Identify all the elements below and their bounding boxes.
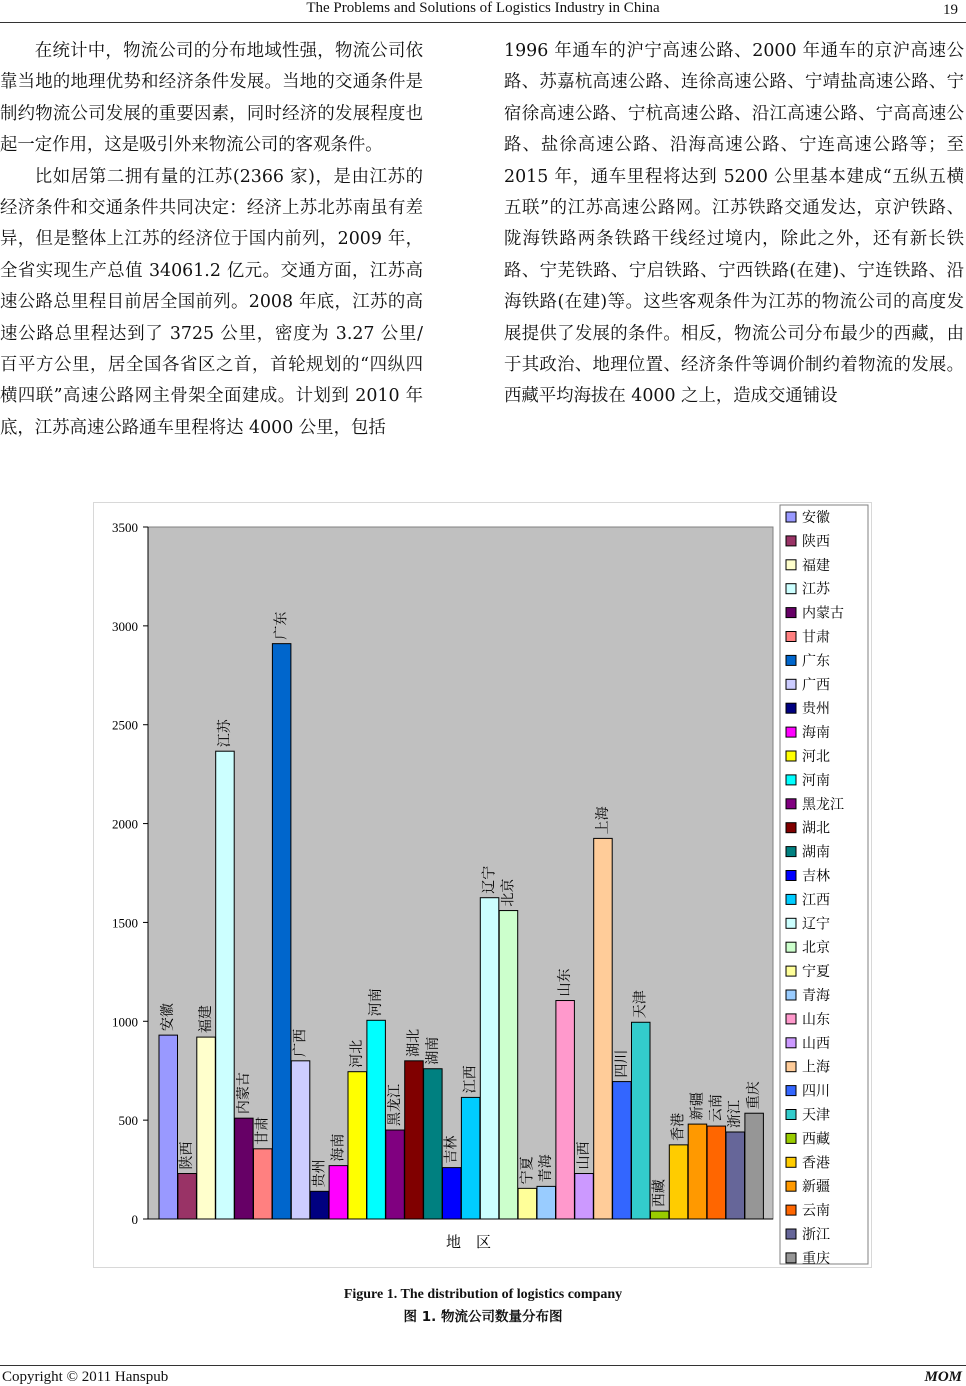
bar-18 xyxy=(480,898,499,1219)
legend-swatch xyxy=(786,1229,796,1239)
legend-swatch xyxy=(786,775,796,785)
bar-17 xyxy=(461,1097,480,1219)
legend-label: 湖北 xyxy=(802,820,830,837)
legend-swatch xyxy=(786,512,796,522)
legend-swatch xyxy=(786,655,796,665)
legend-swatch xyxy=(786,1205,796,1215)
y-tick-label: 1500 xyxy=(112,915,138,931)
bar-3 xyxy=(197,1037,216,1219)
caption-english: Figure 1. The distribution of logistics company xyxy=(343,1287,623,1302)
legend-label: 西藏 xyxy=(802,1131,830,1148)
bar-15 xyxy=(424,1069,443,1219)
bar-10 xyxy=(329,1166,348,1219)
legend-swatch xyxy=(786,1253,796,1263)
data-label: 浙江 xyxy=(727,1100,744,1129)
data-label: 湖南 xyxy=(424,1036,441,1065)
legend-swatch xyxy=(786,894,796,904)
data-label: 辽宁 xyxy=(481,865,498,894)
legend-label: 河北 xyxy=(802,749,830,765)
legend-swatch xyxy=(786,1133,796,1143)
data-label: 河南 xyxy=(368,988,385,1017)
legend-label: 辽宁 xyxy=(802,916,830,933)
legend-swatch xyxy=(786,703,796,713)
bar-30 xyxy=(707,1126,726,1219)
bar-22 xyxy=(556,1001,575,1219)
bar-7 xyxy=(272,644,291,1219)
y-tick-label: 3000 xyxy=(112,618,138,634)
bar-8 xyxy=(291,1061,310,1219)
legend-label: 北京 xyxy=(802,940,830,957)
legend-swatch xyxy=(786,751,796,761)
bar-21 xyxy=(537,1186,556,1219)
legend-label: 福建 xyxy=(802,557,830,574)
bar-14 xyxy=(405,1061,424,1219)
running-title: The Problems and Solutions of Logistics Industry in China xyxy=(306,0,660,16)
bar-11 xyxy=(348,1072,367,1219)
legend-label: 内蒙古 xyxy=(802,605,844,622)
data-label: 新疆 xyxy=(689,1092,706,1121)
bar-1 xyxy=(159,1035,178,1219)
bar-5 xyxy=(235,1118,254,1219)
bar-23 xyxy=(575,1174,594,1219)
data-label: 西藏 xyxy=(651,1179,668,1208)
legend-label: 广东 xyxy=(802,653,830,670)
running-header xyxy=(0,0,966,24)
legend-label: 宁夏 xyxy=(802,964,830,981)
legend-swatch xyxy=(786,799,796,809)
legend-swatch xyxy=(786,608,796,618)
data-label: 云南 xyxy=(708,1094,725,1123)
data-label: 北京 xyxy=(500,878,517,907)
page-number: 19 xyxy=(943,2,958,18)
data-label: 内蒙古 xyxy=(235,1072,252,1115)
legend-swatch xyxy=(786,1181,796,1191)
paragraph-2: 比如居第二拥有量的江苏(2366 家)，是由江苏的经济条件和交通条件共同决定：经济上苏北苏南虽有差异，但是整体上江苏的经济位于国内前列，2009 年，全省实现生产总值 34061.2 亿元。交通方面，江苏高速公路总里程目前居全国前列。2008 年底，江苏的高速公路总里程达到了 3725 公里，密度为 3.27 公里/百平方公里，居全国各省区之首，首轮规划的“四纵四横四联”高速公路网主骨架全面建成。计划到 2010 年底，江苏高速公路通车里程将达 4000 公里，包括 xyxy=(0,166,423,438)
legend-label: 海南 xyxy=(802,725,830,742)
paragraph-1: 在统计中，物流公司的分布地域性强，物流公司依靠当地的地理优势和经济条件发展。当地的交通条件是制约物流公司发展的重要因素，同时经济的发展程度也起一定作用，这是吸引外来物流公司的客观条件。 xyxy=(0,41,423,156)
legend-label: 香港 xyxy=(802,1155,830,1172)
legend-label: 上海 xyxy=(802,1059,830,1076)
legend-swatch xyxy=(786,942,796,952)
legend-label: 重庆 xyxy=(802,1250,830,1267)
legend-swatch xyxy=(786,1038,796,1048)
data-label: 重庆 xyxy=(746,1081,763,1110)
data-label: 江苏 xyxy=(216,719,233,748)
data-label: 上海 xyxy=(594,806,611,835)
legend-label: 云南 xyxy=(802,1203,830,1220)
legend-swatch xyxy=(786,1157,796,1167)
legend-label: 天津 xyxy=(802,1107,830,1124)
y-tick-label: 3500 xyxy=(112,520,138,535)
y-tick-label: 0 xyxy=(131,1212,138,1227)
legend-swatch xyxy=(786,1062,796,1072)
caption-chinese: 图 1. 物流公司数量分布图 xyxy=(403,1309,563,1325)
y-tick-label: 1000 xyxy=(112,1014,138,1030)
figure-chart xyxy=(93,502,872,1268)
legend-swatch xyxy=(786,847,796,857)
legend-label: 湖南 xyxy=(802,844,830,861)
bar-6 xyxy=(254,1149,273,1219)
y-tick-label: 500 xyxy=(118,1113,138,1129)
legend-swatch xyxy=(786,536,796,546)
journal-abbrev: MOM xyxy=(924,1369,962,1385)
bar-31 xyxy=(726,1132,745,1219)
bar-27 xyxy=(650,1211,669,1219)
bar-19 xyxy=(499,911,518,1219)
bar-12 xyxy=(367,1020,386,1219)
bar-2 xyxy=(178,1174,197,1219)
x-axis-title: 地 区 xyxy=(445,1233,492,1251)
legend-swatch xyxy=(786,584,796,594)
legend-swatch xyxy=(786,871,796,881)
data-label: 甘肃 xyxy=(254,1116,271,1145)
bar-25 xyxy=(613,1082,632,1219)
data-label: 贵州 xyxy=(311,1159,328,1188)
data-label: 天津 xyxy=(632,990,649,1019)
legend-label: 陕西 xyxy=(802,533,830,550)
data-label: 湖北 xyxy=(405,1028,422,1057)
legend-label: 山西 xyxy=(802,1035,830,1052)
y-tick-label: 2500 xyxy=(112,717,138,733)
bar-9 xyxy=(310,1191,329,1219)
legend-swatch xyxy=(786,1086,796,1096)
data-label: 福建 xyxy=(198,1005,215,1034)
data-label: 香港 xyxy=(670,1112,687,1141)
legend-label: 河南 xyxy=(802,772,830,789)
bar-chart xyxy=(94,503,871,1267)
bar-28 xyxy=(669,1145,688,1219)
header-rule xyxy=(0,22,966,23)
legend-label: 江西 xyxy=(802,892,830,909)
legend-swatch xyxy=(786,632,796,642)
data-label: 四川 xyxy=(613,1049,630,1078)
left-column xyxy=(0,36,423,444)
data-label: 陕西 xyxy=(179,1141,196,1170)
legend-swatch xyxy=(786,823,796,833)
data-label: 青海 xyxy=(538,1154,555,1183)
legend-swatch xyxy=(786,918,796,928)
figure-caption xyxy=(0,1287,966,1325)
bar-32 xyxy=(745,1113,764,1219)
legend-label: 安徽 xyxy=(802,510,830,526)
legend-label: 甘肃 xyxy=(802,629,830,646)
page-footer xyxy=(0,1365,966,1385)
data-label: 江西 xyxy=(462,1065,479,1094)
y-tick-label: 2000 xyxy=(112,816,138,832)
legend-swatch xyxy=(786,1014,796,1024)
legend-swatch xyxy=(786,560,796,570)
legend-label: 江苏 xyxy=(802,581,830,598)
bar-13 xyxy=(386,1130,405,1219)
legend-label: 广西 xyxy=(802,677,830,694)
footer-rule xyxy=(0,1365,966,1366)
legend-label: 贵州 xyxy=(802,701,830,718)
bar-16 xyxy=(443,1168,462,1219)
bar-29 xyxy=(688,1124,707,1219)
legend-label: 吉林 xyxy=(802,868,830,885)
bar-26 xyxy=(632,1022,651,1219)
bar-4 xyxy=(216,751,235,1219)
data-label: 山西 xyxy=(576,1141,593,1170)
data-label: 广西 xyxy=(292,1028,309,1057)
bar-20 xyxy=(518,1188,537,1219)
data-label: 山东 xyxy=(557,968,574,997)
legend-label: 黑龙江 xyxy=(802,796,844,813)
data-label: 海南 xyxy=(330,1133,347,1162)
data-label: 河北 xyxy=(349,1039,366,1068)
legend-label: 青海 xyxy=(802,988,830,1004)
paragraph-3: 1996 年通车的沪宁高速公路、2000 年通车的京沪高速公路、苏嘉杭高速公路、连徐高速公路、宁靖盐高速公路、宁宿徐高速公路、宁杭高速公路、沿江高速公路、宁高高速公路、盐徐高速公路、沿海高速公路、宁连高速公路等；至 2015 年，通车里程将达到 5200 公里基本建成“五纵五横五联”的江苏高速公路网。江苏铁路交通发达，京沪铁路、陇海铁路两条铁路干线经过境内，除此之外，还有新长铁路、宁芜铁路、宁启铁路、宁西铁路(在建)、宁连铁路、沿海铁路(在建)等。这些客观条件为江苏的物流公司的高度发展提供了发展的条件。相反，物流公司分布最少的西藏，由于其政治、地理位置、经济条件等调价制约着物流的发展。西藏平均海拔在 4000 之上，造成交通铺设 xyxy=(504,41,964,407)
legend-swatch xyxy=(786,966,796,976)
legend-label: 新疆 xyxy=(802,1179,830,1196)
legend-swatch xyxy=(786,679,796,689)
legend-label: 四川 xyxy=(802,1083,830,1100)
legend-swatch xyxy=(786,990,796,1000)
data-label: 广东 xyxy=(273,611,290,640)
data-label: 吉林 xyxy=(443,1135,460,1164)
legend-swatch xyxy=(786,1110,796,1120)
right-column xyxy=(504,36,964,413)
data-label: 安徽 xyxy=(160,1003,177,1032)
legend-swatch xyxy=(786,727,796,737)
data-label: 宁夏 xyxy=(519,1156,536,1185)
copyright-text: Copyright © 2011 Hanspub xyxy=(2,1369,169,1385)
data-label: 黑龙江 xyxy=(387,1084,404,1127)
legend-label: 山东 xyxy=(802,1011,830,1028)
bar-24 xyxy=(594,838,613,1219)
legend-label: 浙江 xyxy=(802,1227,830,1243)
